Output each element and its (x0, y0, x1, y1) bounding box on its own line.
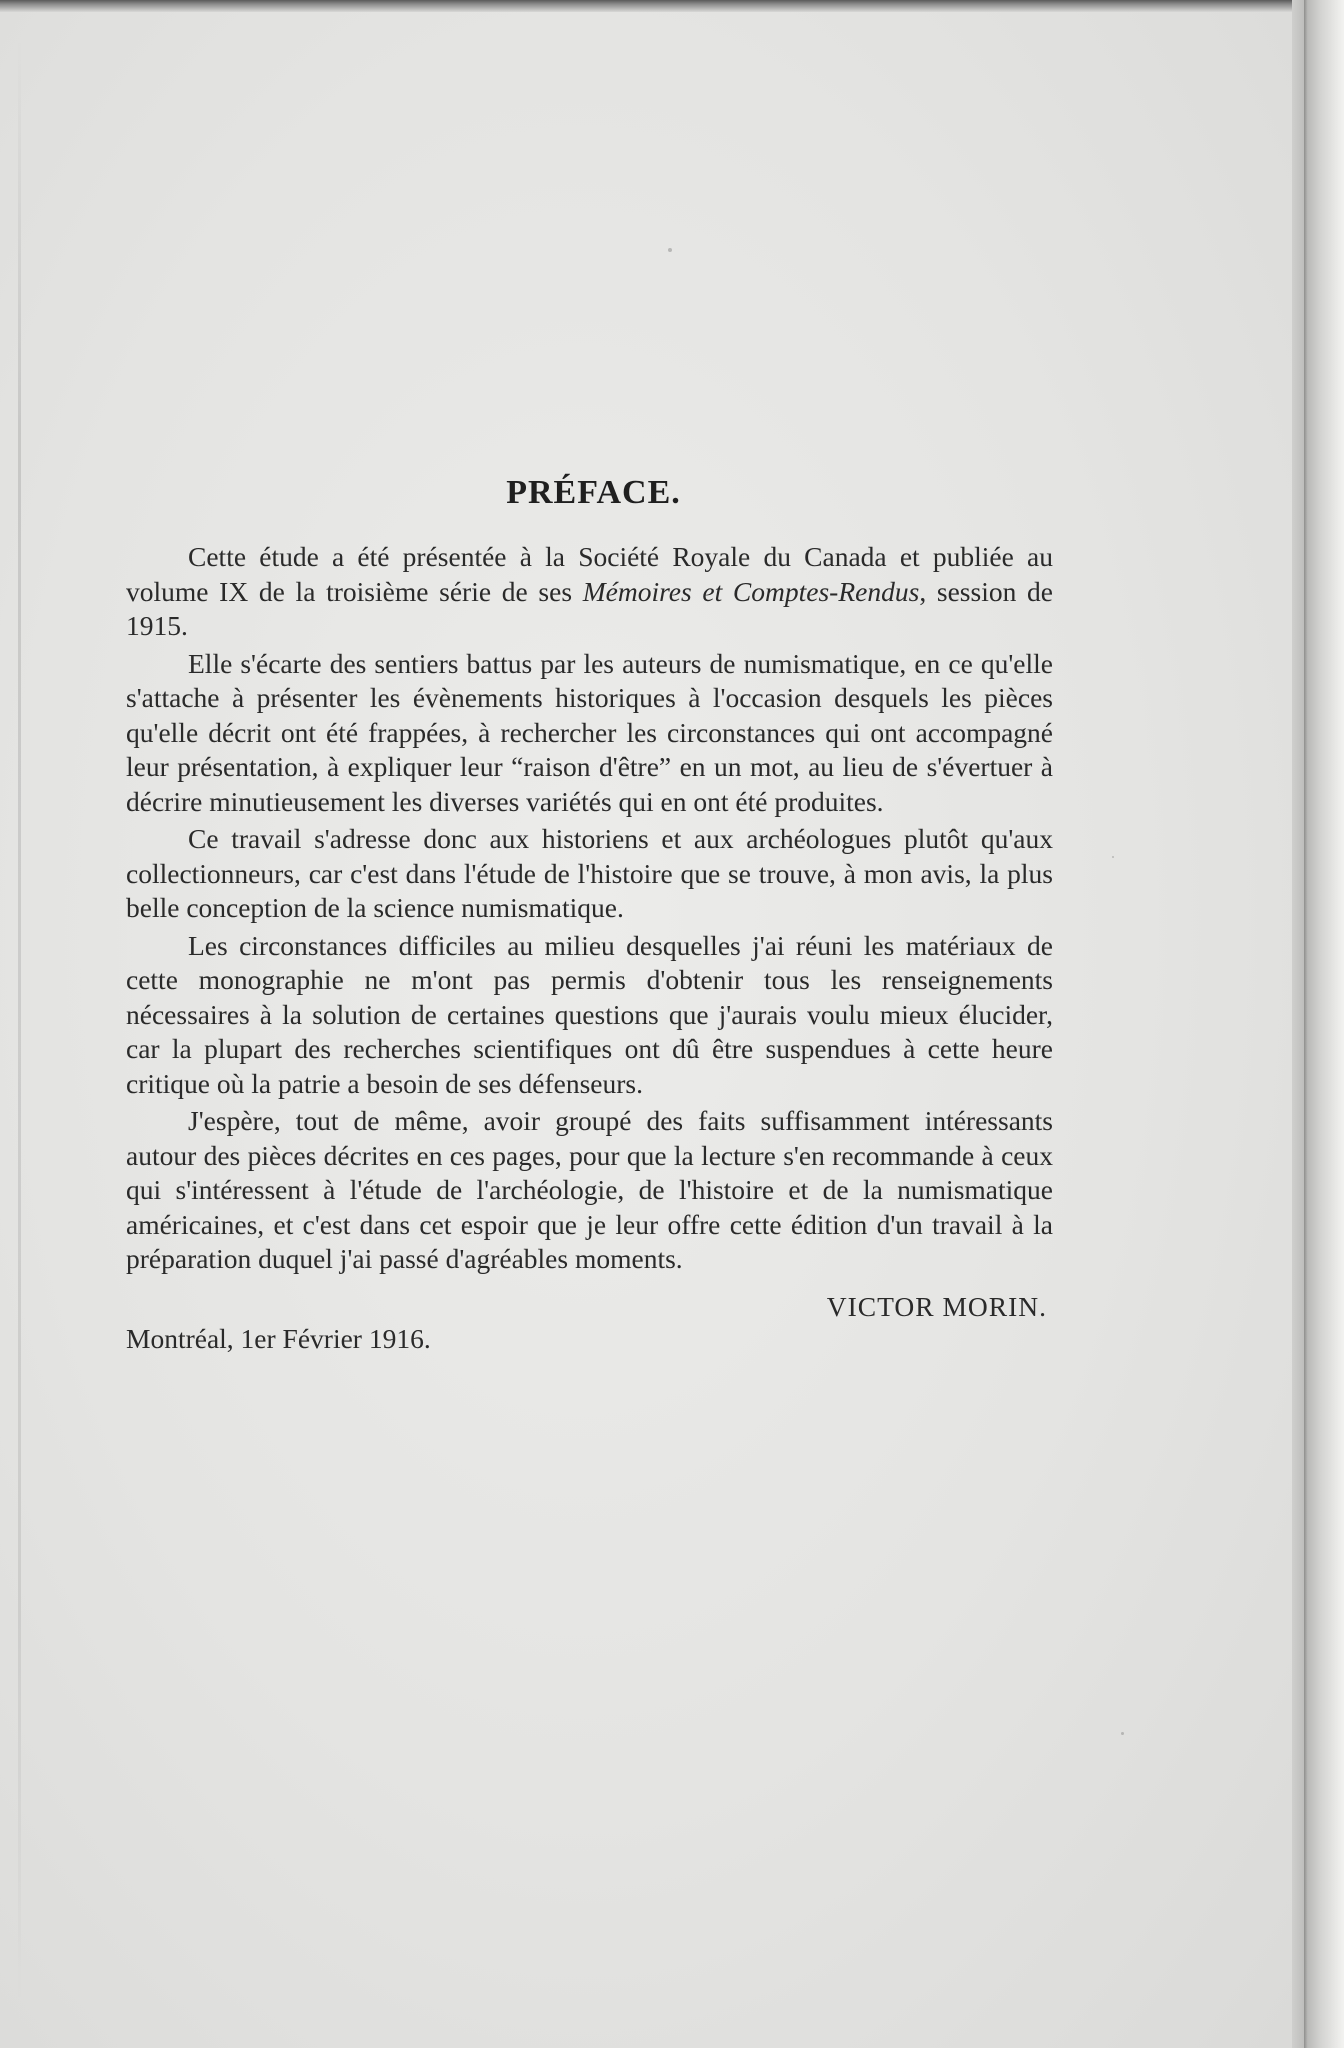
scan-top-edge (0, 0, 1344, 12)
spine-shadow-line (1304, 0, 1308, 2048)
dateline: Montréal, 1er Février 1916. (126, 1322, 431, 1354)
author-signature: VICTOR MORIN. (826, 1290, 1047, 1322)
book-spine-edge (1292, 0, 1344, 2048)
paragraph-1-text-end: , session de 1915. (126, 575, 1053, 641)
dust-speck (1121, 1732, 1124, 1735)
paragraph-5: J'espère, tout de même, avoir groupé des faits suffisamment intéressants autour des pièces décrites en ces pages, pour que la lecture s'en recommande à ceux qui s'intéressent à l'étude de l'archéologie, de l'histoire et de la numismatique américaines, et c'est dans cet espoir que je leur offre cette édition d'un travail à la préparation duquel j'ai passé d'agréables moments. (126, 1105, 1053, 1274)
dust-speck (668, 248, 672, 252)
paragraph-4: Les circonstances difficiles au milieu desquelles j'ai réuni les matériaux de cette monographie ne m'ont pas permis d'obtenir tous les renseignements nécessaires à la solution de certaines questions que j'aurais voulu mieux élucider, car la plupart des recherches scientifiques ont dû être suspendues à cette heure critique où la patrie a besoin de ses défenseurs. (126, 929, 1053, 1099)
paragraph-1-text: Cette étude a été présentée à la Société Royale du Canada et publiée au volume IX de la troisième série de ses (126, 541, 1053, 607)
page-title: PRÉFACE. (506, 474, 681, 511)
dust-speck (1112, 856, 1114, 858)
paragraph-1 (126, 540, 1053, 644)
page-left-edge (18, 40, 21, 2000)
paragraph-1-italic-title: Mémoires et Comptes-Rendus (582, 575, 920, 607)
paragraph-2: Elle s'écarte des sentiers battus par les auteurs de numismatique, en ce qu'elle s'attache à présenter les évènements historiques à l'occasion desquels les pièces qu'elle décrit ont été frappées, à rechercher les circonstances qui ont accompagné leur présentation, à expliquer leur “raison d'être” en un mot, au lieu de s'évertuer à décrire minutieusement les diverses variétés qui en ont été produites. (126, 647, 1053, 817)
paragraph-3: Ce travail s'adresse donc aux historiens et aux archéologues plutôt qu'aux collectionneurs, car c'est dans l'étude de l'histoire que se trouve, à mon avis, la plus belle conception de la science numismatique. (126, 823, 1053, 923)
preface-text-block (126, 474, 1053, 1355)
